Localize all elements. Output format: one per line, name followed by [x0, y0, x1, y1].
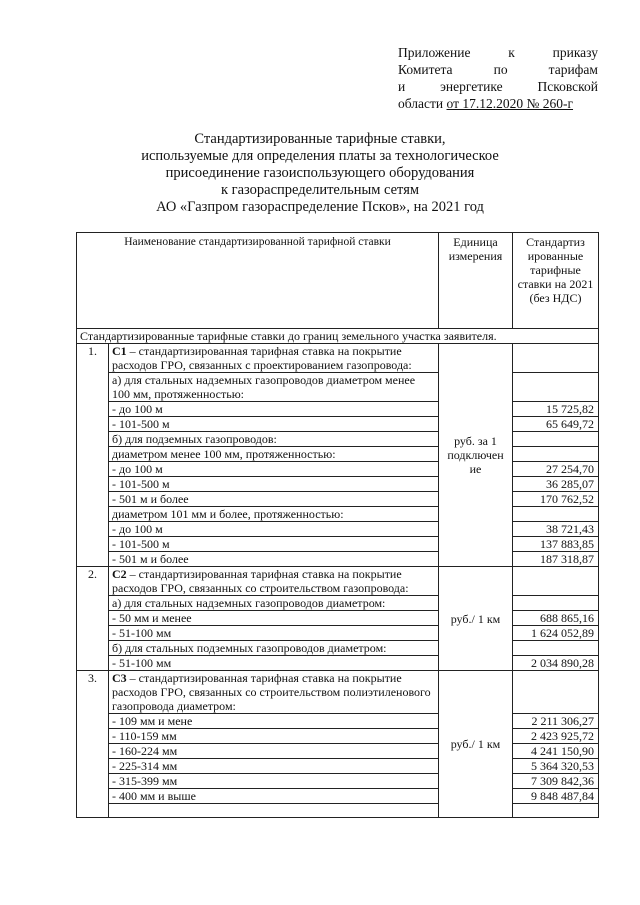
- header-rate: Стандартиз ированные тарифные ставки на 2021 (без НДС): [513, 233, 599, 329]
- table-row: [77, 432, 599, 447]
- table-row: [77, 462, 599, 477]
- group-unit: руб. за 1 подключен ие: [439, 344, 513, 567]
- rate-item-label: - 101-500 м: [109, 477, 439, 492]
- rate-item-label: - 50 мм и менее: [109, 611, 439, 626]
- appendix-word: Комитета: [398, 62, 453, 77]
- appendix-word: энергетике: [440, 79, 503, 94]
- appendix-word: и: [398, 79, 406, 94]
- appendix-word: Приложение: [398, 45, 471, 60]
- group-title: [109, 671, 439, 714]
- appendix-word: к: [508, 45, 515, 60]
- order-date-number: от 17.12.2020 № 260-г: [446, 96, 574, 111]
- rate-item-label: - 160-224 мм: [109, 744, 439, 759]
- table-row: [77, 656, 599, 671]
- rate-item-label: [109, 804, 439, 818]
- table-row: [77, 537, 599, 552]
- rate-item-label: - 110-159 мм: [109, 729, 439, 744]
- rate-item-label: - 501 м и более: [109, 492, 439, 507]
- appendix-word: по: [493, 62, 508, 77]
- section-row: [77, 329, 599, 344]
- group-code: С2: [112, 567, 127, 581]
- rate-item-label: - 315-399 мм: [109, 774, 439, 789]
- group-title-row: [77, 671, 599, 714]
- rate-value: 187 318,87: [513, 552, 599, 567]
- rate-value: [513, 596, 599, 611]
- group-unit: руб./ 1 км: [439, 567, 513, 671]
- rate-value: 9 848 487,84: [513, 789, 599, 804]
- rate-value: [513, 447, 599, 462]
- table-row: [77, 759, 599, 774]
- group-code: С1: [112, 344, 127, 358]
- rate-item-label: - до 100 м: [109, 402, 439, 417]
- group-title-value: [513, 567, 599, 596]
- title-line: используемые для определения платы за технологическое: [141, 148, 499, 164]
- title-line: Стандартизированные тарифные ставки,: [194, 131, 446, 147]
- table-row: [77, 447, 599, 462]
- table-row: [77, 373, 599, 402]
- rate-value: 1 624 052,89: [513, 626, 599, 641]
- table-row: [77, 507, 599, 522]
- rate-value: [513, 507, 599, 522]
- rate-value: 2 034 890,28: [513, 656, 599, 671]
- group-unit: руб./ 1 км: [439, 671, 513, 818]
- group-title: [109, 344, 439, 373]
- rate-item-label: - 51-100 мм: [109, 656, 439, 671]
- rate-item-label: - 109 мм и мене: [109, 714, 439, 729]
- rate-item-label: - 225-314 мм: [109, 759, 439, 774]
- rate-value: 4 241 150,90: [513, 744, 599, 759]
- group-number: 3.: [77, 671, 109, 818]
- appendix-block: [398, 44, 598, 112]
- section-title: Стандартизированные тарифные ставки до границ земельного участка заявителя.: [77, 329, 599, 344]
- rate-value: 38 721,43: [513, 522, 599, 537]
- header-name: Наименование стандартизированной тарифной ставки: [77, 233, 439, 329]
- group-number: 2.: [77, 567, 109, 671]
- table-row: [77, 744, 599, 759]
- rate-value: 137 883,85: [513, 537, 599, 552]
- table-row: [77, 626, 599, 641]
- appendix-line-2: [398, 61, 598, 78]
- rate-value: 688 865,16: [513, 611, 599, 626]
- rate-groups: [77, 344, 599, 818]
- rate-value: [513, 641, 599, 656]
- rate-value: 36 285,07: [513, 477, 599, 492]
- group-description: – стандартизированная тарифная ставка на покрытие расходов ГРО, связанных со строительством полиэтиленового газопровода диаметром:: [112, 671, 431, 713]
- rate-value: [513, 373, 599, 402]
- table-row: [77, 804, 599, 818]
- table-row: [77, 789, 599, 804]
- header-unit: Единица измерения: [439, 233, 513, 329]
- table-row: [77, 774, 599, 789]
- rate-item-label: - 501 м и более: [109, 552, 439, 567]
- group-number: 1.: [77, 344, 109, 567]
- rate-item-label: диаметром 101 мм и более, протяженностью:: [109, 507, 439, 522]
- tariff-rates-table: [76, 232, 599, 818]
- group-code: С3: [112, 671, 127, 685]
- rate-item-label: - 101-500 м: [109, 417, 439, 432]
- title-line: присоединение газоиспользующего оборудования: [165, 165, 475, 181]
- title-line: к газораспределительным сетям: [220, 182, 420, 198]
- group-title: [109, 567, 439, 596]
- table-row: [77, 477, 599, 492]
- group-description: – стандартизированная тарифная ставка на покрытие расходов ГРО, связанных с проектированием газопровода:: [112, 344, 412, 372]
- appendix-line-4: [398, 95, 598, 112]
- rate-value: 7 309 842,36: [513, 774, 599, 789]
- table-row: [77, 402, 599, 417]
- rate-item-label: диаметром менее 100 мм, протяженностью:: [109, 447, 439, 462]
- group-title-row: [77, 344, 599, 373]
- rate-item-label: - 101-500 м: [109, 537, 439, 552]
- rate-item-label: б) для подземных газопроводов:: [109, 432, 439, 447]
- table-row: [77, 641, 599, 656]
- group-description: – стандартизированная тарифная ставка на покрытие расходов ГРО, связанных со строительством газопровода:: [112, 567, 409, 595]
- group-title-value: [513, 671, 599, 714]
- group-title-value: [513, 344, 599, 373]
- table-row: [77, 729, 599, 744]
- table-row: [77, 492, 599, 507]
- appendix-line-1: [398, 44, 598, 61]
- rate-item-label: - 400 мм и выше: [109, 789, 439, 804]
- appendix-word: Псковской: [537, 79, 598, 94]
- rate-value: 27 254,70: [513, 462, 599, 477]
- rate-item-label: а) для стальных надземных газопроводов диаметром:: [109, 596, 439, 611]
- rate-item-label: - до 100 м: [109, 522, 439, 537]
- rate-item-label: а) для стальных надземных газопроводов диаметром менее 100 мм, протяженностью:: [109, 373, 439, 402]
- rate-item-label: - 51-100 мм: [109, 626, 439, 641]
- appendix-line-3: [398, 78, 598, 95]
- table-row: [77, 611, 599, 626]
- rate-value: 15 725,82: [513, 402, 599, 417]
- appendix-word: приказу: [552, 45, 598, 60]
- rate-value: [513, 432, 599, 447]
- rate-item-label: - до 100 м: [109, 462, 439, 477]
- table-row: [77, 522, 599, 537]
- rate-value: 65 649,72: [513, 417, 599, 432]
- rate-value: [513, 804, 599, 818]
- table-row: [77, 596, 599, 611]
- appendix-word: тарифам: [548, 62, 598, 77]
- rate-value: 5 364 320,53: [513, 759, 599, 774]
- rate-item-label: б) для стальных подземных газопроводов диаметром:: [109, 641, 439, 656]
- table-row: [77, 552, 599, 567]
- rate-value: 2 211 306,27: [513, 714, 599, 729]
- document-title: [100, 131, 540, 216]
- table-row: [77, 417, 599, 432]
- rate-value: 170 762,52: [513, 492, 599, 507]
- rate-value: 2 423 925,72: [513, 729, 599, 744]
- table-row: [77, 714, 599, 729]
- group-title-row: [77, 567, 599, 596]
- appendix-region: области: [398, 96, 447, 111]
- table-header-row: [77, 233, 599, 329]
- title-line: АО «Газпром газораспределение Псков», на 2021 год: [156, 199, 484, 215]
